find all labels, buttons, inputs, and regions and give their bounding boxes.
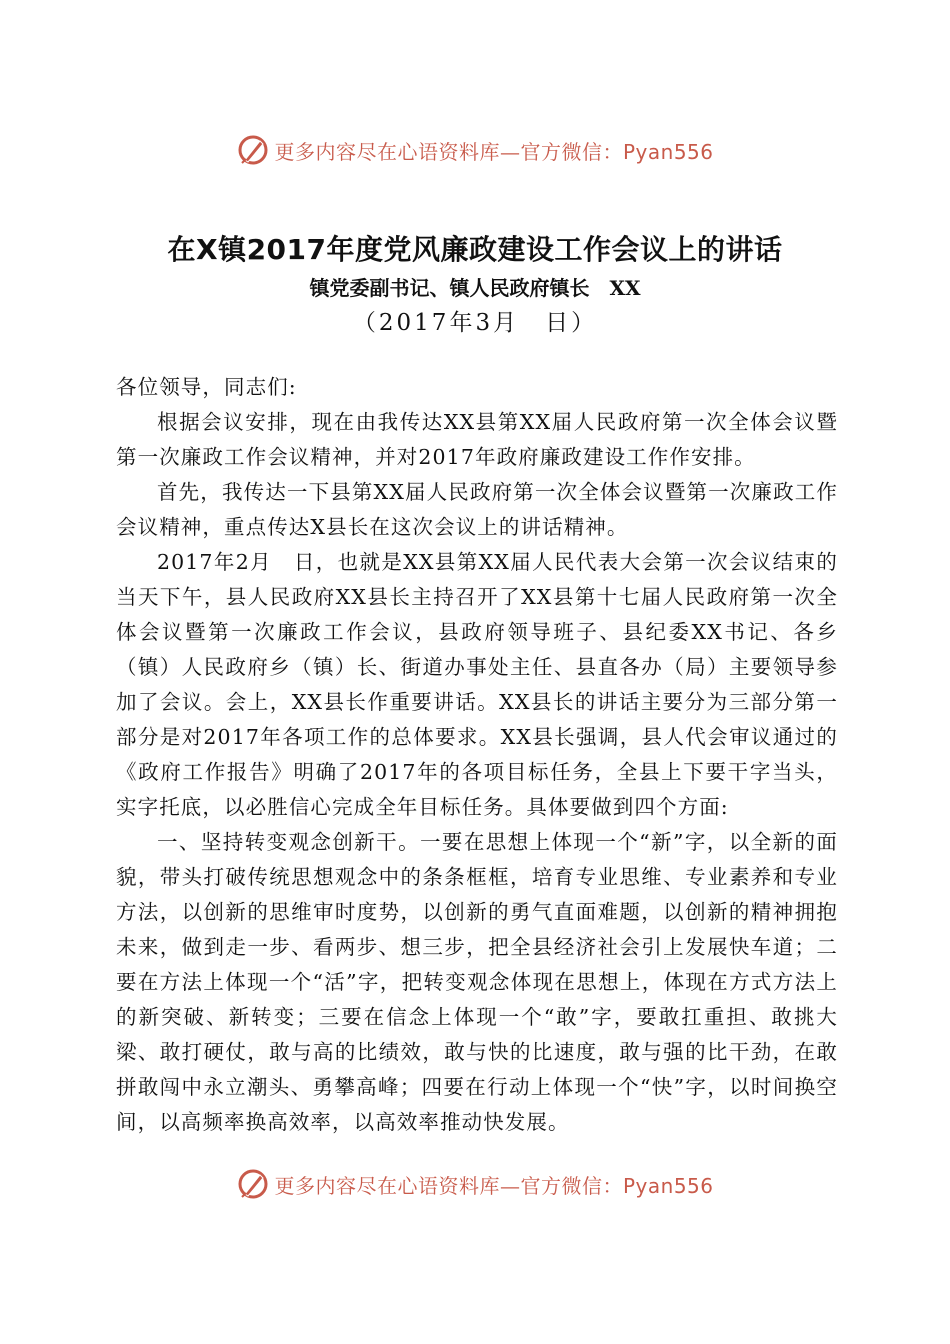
- banner-text: 更多内容尽在心语资料库—官方微信：Pyan556: [274, 139, 714, 164]
- wechat-id: Pyan556: [622, 139, 714, 164]
- document-body: [116, 370, 838, 1140]
- paragraph: 根据会议安排，现在由我传达XX县第XX届人民政府第一次全体会议暨第一次廉政工作会议精神，并对2017年政府廉政建设工作作安排。: [116, 410, 838, 469]
- pen-circle-logo-icon: [236, 1167, 270, 1201]
- salutation: 各位领导，同志们:: [116, 375, 297, 399]
- wechat-id: Pyan556: [622, 1173, 714, 1198]
- document-title: 在X镇2017年度党风廉政建设工作会议上的讲话: [167, 233, 783, 266]
- pen-circle-logo-icon: [236, 133, 270, 167]
- banner-text: 更多内容尽在心语资料库—官方微信：Pyan556: [274, 1173, 714, 1198]
- paragraph: 2017年2月 日，也就是XX县第XX届人民代表大会第一次会议结束的当天下午，县人民政府XX县长主持召开了XX县第十七届人民政府第一次全体会议暨第一次廉政工作会议，县政府领导班子、县纪委XX书记、各乡（镇）人民政府乡（镇）长、街道办事处主任、县直各办（局）主要领导参加了会议。会上，XX县长作重要讲话。XX县长的讲话主要分为三部分第一部分是对2017年各项工作的总体要求。XX县长强调，县人代会审议通过的《政府工作报告》明确了2017年的各项目标任务，全县上下要干字当头，实字托底，以必胜信心完成全年目标任务。具体要做到四个方面:: [116, 550, 838, 819]
- paragraph: 一、坚持转变观念创新干。一要在思想上体现一个“新”字，以全新的面貌，带头打破传统思想观念中的条条框框，培育专业思维、专业素养和专业方法，以创新的思维审时度势，以创新的勇气直面难题，以创新的精神拥抱未来，做到走一步、看两步、想三步，把全县经济社会引上发展快车道；二要在方法上体现一个“活”字，把转变观念体现在思想上，体现在方式方法上的新突破、新转变；三要在信念上体现一个“敢”字，要敢扛重担、敢挑大梁、敢打硬仗，敢与高的比绩效，敢与快的比速度，敢与强的比干劲，在敢拼敢闯中永立潮头、勇攀高峰；四要在行动上体现一个“快”字，以时间换空间，以高频率换高效率，以高效率推动快发展。: [116, 830, 838, 1134]
- footer-banner: [0, 1162, 950, 1206]
- document-subtitle: 镇党委副书记、镇人民政府镇长 XX: [309, 276, 641, 300]
- header-banner: [0, 128, 950, 172]
- document-date: （2017年3月 日）: [352, 310, 598, 336]
- paragraph: 首先，我传达一下县第XX届人民政府第一次全体会议暨第一次廉政工作会议精神，重点传达X县长在这次会议上的讲话精神。: [116, 480, 838, 539]
